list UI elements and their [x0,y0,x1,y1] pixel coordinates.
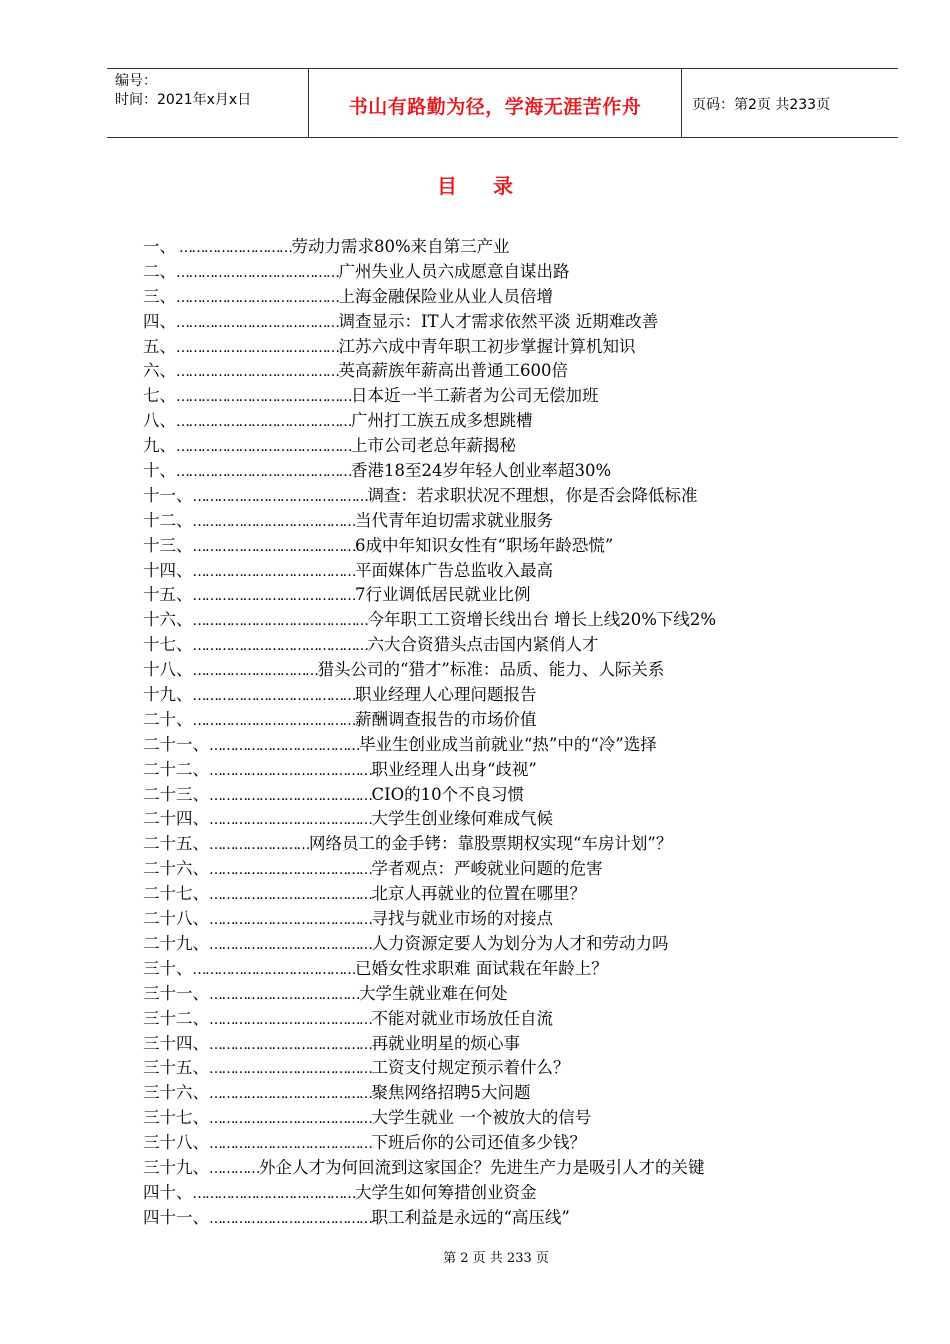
toc-item-title: 调查显示：IT人才需求依然平淡 近期难改善 [338,311,659,331]
toc-item-leader: ………………………… [192,663,318,680]
toc-title-char-1: 目 [437,174,457,198]
toc-item-leader: ………………………………… [176,289,339,306]
toc-item-title: 广州打工族五成多想跳槽 [351,411,533,431]
toc-item-number: 十三、 [143,535,193,555]
toc-item-number: 二十二、 [143,759,209,779]
toc-item-leader: ………………………………… [192,513,355,530]
toc-title [0,170,950,199]
toc-item[interactable] [143,1007,843,1032]
toc-item[interactable] [143,907,843,932]
toc-item-number: 十、 [143,461,176,481]
toc-item-number: 十五、 [143,585,193,605]
toc-item-number: 四、 [143,311,176,331]
toc-item-title: 聚焦网络招聘5大问题 [371,1083,531,1103]
toc-item-title: 寻找与就业市场的对接点 [371,909,553,929]
toc-item-leader: …………………………………… [176,389,351,406]
toc-item-leader: ………………………………… [209,912,372,929]
toc-item-number: 十七、 [143,635,193,655]
toc-item-title: 再就业明星的烦心事 [371,1033,520,1053]
toc-item-number: 四十、 [143,1182,193,1202]
toc-item-title: 职业经理人出身“歧视” [371,759,537,779]
toc-item-title: 薪酬调查报告的市场价值 [355,709,537,729]
toc-item[interactable] [143,260,843,285]
toc-item-number: 六、 [143,361,176,381]
toc-item-title: 职工利益是永远的“高压线” [371,1207,570,1227]
toc-item-leader: ………………………………… [192,1185,355,1202]
toc-item-title: 今年职工工资增长线出台 增长上线20%下线2% [367,610,717,630]
toc-item-number: 二十、 [143,709,193,729]
toc-item[interactable] [143,633,843,658]
toc-item-number: 十九、 [143,685,193,705]
toc-item-leader: ………………………………… [176,364,339,381]
toc-item-leader: ………………………………… [192,563,355,580]
toc-item-leader: ………… [209,1160,259,1177]
toc-item-number: 三十、 [143,958,193,978]
toc-item[interactable] [143,733,843,758]
toc-item-title: 当代青年迫切需求就业服务 [355,510,553,530]
toc-title-char-2: 录 [493,174,513,198]
toc-item[interactable] [143,708,843,733]
toc-item-leader: ………………………………… [176,314,339,331]
toc-item-leader: ………………………………… [176,264,339,281]
toc-item-number: 二十一、 [143,734,209,754]
toc-item-title: 7行业调低居民就业比例 [355,585,531,605]
toc-item-number: 二十六、 [143,859,209,879]
toc-item[interactable] [143,608,843,633]
toc-item[interactable] [143,1206,843,1231]
toc-item-title: 平面媒体广告总监收入最高 [355,560,553,580]
toc-item[interactable] [143,384,843,409]
toc-item-title: 已婚女性求职难 面试栽在年龄上？ [355,958,608,978]
toc-item[interactable] [143,783,843,808]
toc-item-title: 工资支付规定预示着什么？ [371,1058,570,1078]
toc-item-leader: …………………………………… [176,464,351,481]
toc-item[interactable] [143,359,843,384]
toc-item-number: 一、 [143,237,176,256]
toc-item[interactable] [143,882,843,907]
toc-item-number: 十二、 [143,510,193,530]
toc-item-title: 人力资源定要人为划分为人才和劳动力吗 [371,933,669,953]
toc-item[interactable] [143,1106,843,1131]
toc-item-leader: ………………………………… [209,1210,372,1227]
toc-item-leader: …………………………………… [192,488,368,505]
toc-item-leader: ……………………… [176,240,292,256]
toc-item[interactable] [143,1032,843,1057]
toc-item-leader: ………………………………… [209,1036,372,1053]
toc-item-title: 上海金融保险业从业人员倍增 [338,286,553,306]
table-of-contents [143,235,843,1231]
toc-item-title: 大学生创业缘何难成气候 [371,809,553,829]
toc-item[interactable] [143,683,843,708]
header-page-info: 页码：第2页 共233页 [692,97,831,113]
toc-item-leader: ………………………………… [209,762,372,779]
toc-item-leader: ………………………………… [209,787,372,804]
time-label: 时间：2021年x月x日 [115,92,252,108]
toc-item-number: 十一、 [143,485,193,505]
toc-item-leader: ………………………………… [209,1111,372,1128]
toc-item-number: 二十四、 [143,809,209,829]
toc-item-title: 北京人再就业的位置在哪里？ [371,884,586,904]
toc-item[interactable] [143,832,843,857]
toc-item-title: 6成中年知识女性有“职场年龄恐慌” [355,535,614,555]
toc-item[interactable] [143,758,843,783]
toc-item-number: 三十七、 [143,1108,209,1128]
toc-item-number: 三十二、 [143,1008,209,1028]
toc-item-number: 二十五、 [143,834,209,854]
toc-item-number: 八、 [143,411,176,431]
toc-item-number: 二、 [143,261,176,281]
toc-item-leader: ………………………………… [209,887,372,904]
toc-item-title: 日本近一半工薪者为公司无偿加班 [351,386,599,406]
toc-item-number: 三十四、 [143,1033,209,1053]
toc-item[interactable] [143,484,843,509]
toc-item[interactable] [143,559,843,584]
toc-item-leader: ………………………………… [209,862,372,879]
toc-item[interactable] [143,932,843,957]
toc-item-leader: …………………………………… [176,439,351,456]
header-motto: 书山有路勤为径，学海无涯苦作舟 [309,69,682,137]
toc-item-leader: ………………………………… [192,688,355,705]
toc-item-title: 外企人才为何回流到这家国企？先进生产力是吸引人才的关键 [259,1157,705,1177]
toc-item-title: 不能对就业市场放任自流 [371,1008,553,1028]
toc-item-number: 三十五、 [143,1058,209,1078]
toc-item-title: 劳动力需求80%来自第三产业 [291,237,510,256]
toc-item[interactable] [143,409,843,434]
toc-item-number: 二十七、 [143,884,209,904]
toc-item[interactable] [143,310,843,335]
toc-item[interactable] [143,335,843,360]
toc-item-title: 江苏六成中青年职工初步掌握计算机知识 [338,336,636,356]
toc-item-title: 上市公司老总年薪揭秘 [351,436,516,456]
toc-item-number: 三十一、 [143,983,209,1003]
toc-item-title: 大学生就业 一个被放大的信号 [371,1108,592,1128]
toc-item-leader: ………………………………… [209,1136,372,1153]
toc-item[interactable] [143,459,843,484]
toc-item-number: 三十九、 [143,1157,209,1177]
toc-item[interactable] [143,434,843,459]
toc-item-leader: ………………………………… [192,538,355,555]
toc-item-number: 十四、 [143,560,193,580]
toc-item[interactable] [143,957,843,982]
toc-item-title: 职业经理人心理问题报告 [355,685,537,705]
toc-item-title: 网络员工的金手铐：靠股票期权实现“车房计划”？ [309,834,673,854]
toc-item-title: 下班后你的公司还值多少钱？ [371,1133,586,1153]
toc-item[interactable] [143,857,843,882]
toc-item-leader: ……………………………… [209,986,359,1003]
toc-item[interactable] [143,807,843,832]
toc-item-leader: ………………………………… [192,961,355,978]
toc-item[interactable] [143,982,843,1007]
toc-item[interactable] [143,583,843,608]
toc-item-title: 学者观点：严峻就业问题的危害 [371,859,603,879]
toc-item-leader: ………………………………… [192,588,355,605]
toc-item-leader: …………………… [209,837,309,854]
toc-item-leader: …………………………………… [176,414,351,431]
toc-item[interactable] [143,658,843,683]
toc-item-leader: ………………………………… [176,339,339,356]
toc-item[interactable] [143,235,843,260]
toc-item-title: 香港18至24岁年轻人创业率超30% [351,461,612,481]
toc-item-leader: ………………………………… [192,712,355,729]
toc-item-leader: ………………………………… [209,936,372,953]
toc-item-leader: ………………………………… [209,1086,372,1103]
toc-item-number: 三十六、 [143,1083,209,1103]
serial-label: 编号： [115,73,157,89]
toc-item-title: 猎头公司的“猎才”标准：品质、能力、人际关系 [317,660,665,680]
toc-item[interactable] [143,1131,843,1156]
toc-item-number: 十八、 [143,660,193,680]
toc-item-number: 七、 [143,386,176,406]
toc-item[interactable] [143,1056,843,1081]
toc-item[interactable] [143,509,843,534]
toc-item-title: 英高薪族年薪高出普通工600倍 [338,361,568,381]
toc-item[interactable] [143,1181,843,1206]
toc-item-number: 五、 [143,336,176,356]
toc-item[interactable] [143,285,843,310]
toc-item-number: 三、 [143,286,176,306]
toc-item-leader: ………………………………… [209,1011,372,1028]
toc-item-title: 大学生如何筹措创业资金 [355,1182,537,1202]
toc-item-leader: …………………………………… [192,638,368,655]
page-header [107,68,898,138]
toc-item-number: 二十三、 [143,784,209,804]
toc-item-number: 九、 [143,436,176,456]
toc-item-number: 四十一、 [143,1207,209,1227]
toc-item-leader: ………………………………… [209,1061,372,1078]
header-meta [107,69,309,137]
toc-item[interactable] [143,1081,843,1106]
toc-item[interactable] [143,1156,843,1181]
toc-item-number: 三十八、 [143,1133,209,1153]
toc-item[interactable] [143,534,843,559]
toc-item-title: CIO的10个不良习惯 [371,784,525,804]
toc-item-number: 十六、 [143,610,193,630]
toc-item-title: 六大合资猎头点击国内紧俏人才 [367,635,599,655]
toc-item-number: 二十八、 [143,909,209,929]
toc-item-title: 广州失业人员六成愿意自谋出路 [338,261,570,281]
toc-item-leader: ………………………………… [209,812,372,829]
toc-item-title: 大学生就业难在何处 [359,983,508,1003]
page-footer: 第 2 页 共 233 页 [443,1251,549,1266]
toc-item-leader: …………………………………… [192,613,368,630]
toc-item-number: 二十九、 [143,933,209,953]
toc-item-title: 调查：若求职状况不理想，你是否会降低标准 [367,485,698,505]
toc-item-leader: ……………………………… [209,737,359,754]
toc-item-title: 毕业生创业成当前就业“热”中的“冷”选择 [359,734,657,754]
